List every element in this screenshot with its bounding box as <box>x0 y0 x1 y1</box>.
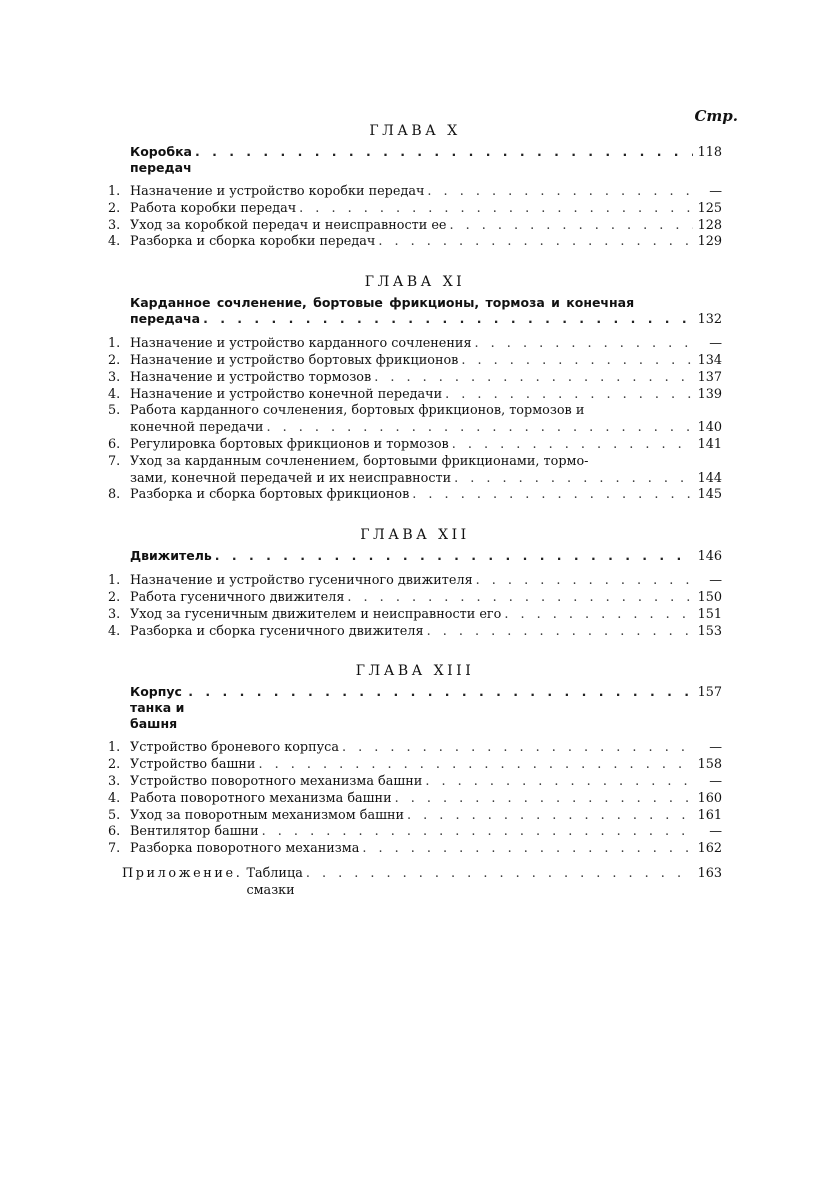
toc-entry <box>108 791 722 808</box>
entry-text: Назначение и устройство карданного сочленения <box>130 336 472 352</box>
dot-leader <box>195 144 693 160</box>
toc-entry <box>108 590 722 607</box>
chapter-title-row <box>108 684 722 732</box>
entry-text: Устройство броневого корпуса <box>130 740 339 756</box>
entry-page: 153 <box>697 623 722 639</box>
entry-page: 141 <box>697 436 722 452</box>
chapter-10 <box>108 122 722 251</box>
entry-text: Работа коробки передач <box>130 200 297 216</box>
entry-page: 150 <box>697 589 722 605</box>
entry-text: Работа гусеничного движителя <box>130 589 345 605</box>
entry-page: 161 <box>697 807 722 823</box>
toc-entry-first-line <box>108 403 722 420</box>
toc-entry-first-line <box>108 454 722 471</box>
chapter-title-row <box>108 548 722 565</box>
entry-text: Работа карданного сочленения, бортовых фрикционов, тормозов и <box>130 403 585 419</box>
entry-number: 1. <box>108 184 121 199</box>
dot-leader <box>454 471 693 488</box>
toc-entry <box>108 353 722 370</box>
toc-entry-continuation <box>108 471 722 488</box>
chapter-heading: ГЛАВА X <box>369 123 461 139</box>
toc-entry <box>108 841 722 858</box>
appendix-entry <box>108 866 722 900</box>
chapter-heading: ГЛАВА XIII <box>355 663 475 680</box>
chapter-title-page: 157 <box>697 685 722 701</box>
entry-text: Разборка и сборка бортовых фрикционов <box>130 487 410 503</box>
entry-page: 128 <box>697 217 722 233</box>
entry-number: 2. <box>108 200 121 216</box>
entry-number: 6. <box>108 824 121 840</box>
entry-number: 5. <box>108 807 121 823</box>
entry-number: 8. <box>108 487 121 503</box>
chapter-heading: ГЛАВА XII <box>360 527 470 544</box>
toc-column <box>108 100 722 920</box>
entry-page: 129 <box>697 234 722 250</box>
dot-leader <box>427 184 693 201</box>
entry-number: 3. <box>108 606 121 622</box>
appendix-page: 163 <box>697 865 722 881</box>
dot-leader <box>258 757 693 774</box>
toc-entry <box>108 201 722 218</box>
entry-text: Регулировка бортовых фрикционов и тормозов <box>130 436 449 452</box>
chapter-title-page: 118 <box>697 145 722 160</box>
dot-leader <box>347 590 693 607</box>
entry-page: — <box>709 573 722 589</box>
toc-entry <box>108 437 722 454</box>
toc-entry <box>108 218 722 235</box>
page-column-label: Стр. <box>694 107 738 125</box>
entry-page: — <box>709 184 722 199</box>
entry-page: — <box>709 773 722 789</box>
entry-number: 7. <box>108 841 121 857</box>
toc-entry <box>108 573 722 590</box>
dot-leader <box>378 234 693 251</box>
entry-number: 2. <box>108 589 121 605</box>
entry-number: 1. <box>108 573 121 589</box>
entry-text-cont: конечной передачи <box>130 420 264 436</box>
entry-page: 140 <box>697 420 722 436</box>
entry-page: — <box>709 824 722 840</box>
dot-leader <box>299 201 693 218</box>
chapter-title: Корпус танка и башня <box>130 684 185 732</box>
entry-text: Уход за поворотным механизмом башни <box>130 807 405 823</box>
entry-text: Работа поворотного механизма башни <box>130 790 392 806</box>
dot-leader <box>215 548 693 564</box>
dot-leader <box>407 808 693 825</box>
toc-entry <box>108 740 722 757</box>
entry-page: — <box>709 336 722 352</box>
dot-leader <box>203 311 693 327</box>
entry-text: Уход за гусеничным движителем и неисправности его <box>130 606 502 622</box>
toc-entry <box>108 607 722 624</box>
entry-number: 1. <box>108 336 121 352</box>
entry-text: Вентилятор башни <box>130 824 259 840</box>
entry-number: 3. <box>108 773 121 789</box>
entry-page: 125 <box>697 200 722 216</box>
dot-leader <box>266 420 693 437</box>
entry-text: Назначение и устройство бортовых фрикционов <box>130 352 459 368</box>
entry-text: Разборка и сборка коробки передач <box>130 234 376 250</box>
entry-number: 7. <box>108 453 121 469</box>
chapter-13 <box>108 662 722 899</box>
entry-number: 3. <box>108 217 121 233</box>
entry-page: 144 <box>697 470 722 486</box>
entry-page: 160 <box>697 790 722 806</box>
dot-leader <box>395 791 693 808</box>
entry-number: 5. <box>108 403 121 419</box>
entry-number: 2. <box>108 352 121 368</box>
toc-entry <box>108 387 722 404</box>
toc-entry <box>108 808 722 825</box>
dot-leader <box>374 370 693 387</box>
toc-entry <box>108 774 722 791</box>
dot-leader <box>306 866 693 883</box>
toc-entry <box>108 624 722 641</box>
chapter-title-row <box>108 144 722 176</box>
chapter-title-line2-row <box>130 311 722 328</box>
entry-page: 151 <box>697 606 722 622</box>
entry-number: 4. <box>108 234 121 250</box>
chapter-title-page: 146 <box>697 549 722 565</box>
entry-text: Назначение и устройство конечной передачи <box>130 386 443 402</box>
entry-number: 4. <box>108 623 121 639</box>
chapter-title-line2: передача <box>130 311 201 327</box>
entry-page: 139 <box>697 386 722 402</box>
dot-leader <box>476 573 693 590</box>
dot-leader <box>427 624 693 641</box>
entry-text: Разборка и сборка гусеничного движителя <box>130 623 424 639</box>
toc-entry <box>108 757 722 774</box>
dot-leader <box>452 437 693 454</box>
appendix-text: Таблица смазки <box>246 865 303 898</box>
dot-leader <box>504 607 693 624</box>
entry-number: 4. <box>108 386 121 402</box>
entry-text: Уход за карданным сочленением, бортовыми фрикционами, тормо- <box>130 453 589 469</box>
entry-number: 4. <box>108 790 121 806</box>
chapter-title-line1: Карданное сочленение, бортовые фрикционы, тормоза и конечная <box>130 295 635 311</box>
entry-page: 137 <box>697 369 722 385</box>
entry-page: 158 <box>697 757 722 773</box>
dot-leader <box>461 353 693 370</box>
entry-number: 1. <box>108 740 121 756</box>
entry-text: Устройство поворотного механизма башни <box>130 773 423 789</box>
dot-leader <box>262 824 693 841</box>
dot-leader <box>412 487 693 504</box>
chapter-11 <box>108 273 722 504</box>
chapter-title-page: 132 <box>697 312 722 328</box>
toc-entry <box>108 336 722 353</box>
toc-entry <box>108 487 722 504</box>
chapter-title-block <box>108 295 722 328</box>
entry-text: Назначение и устройство тормозов <box>130 369 372 385</box>
dot-leader <box>362 841 693 858</box>
toc-entry <box>108 184 722 201</box>
entry-number: 3. <box>108 369 121 385</box>
entry-page: 145 <box>697 487 722 503</box>
entry-text: Назначение и устройство коробки передач <box>130 184 425 199</box>
toc-entry <box>108 824 722 841</box>
chapter-title: Движитель <box>130 548 212 564</box>
entry-text: Устройство башни <box>130 757 256 773</box>
toc-entry <box>108 370 722 387</box>
entry-number: 6. <box>108 436 121 452</box>
dot-leader <box>475 336 693 353</box>
toc-entry <box>108 234 722 251</box>
dot-leader <box>342 740 693 757</box>
toc-entry-continuation <box>108 420 722 437</box>
chapter-heading: ГЛАВА XI <box>364 274 466 291</box>
dot-leader <box>188 684 693 700</box>
entry-page: 134 <box>697 352 722 368</box>
entry-text: Назначение и устройство гусеничного движителя <box>130 573 473 589</box>
dot-leader <box>425 774 693 791</box>
entry-text: Уход за коробкой передач и неисправности ее <box>130 217 447 233</box>
entry-page: — <box>709 740 722 756</box>
chapter-12 <box>108 526 722 640</box>
chapter-title: Коробка передач <box>130 144 192 175</box>
appendix-label: Приложение. <box>122 865 243 881</box>
dot-leader <box>449 218 693 235</box>
entry-number: 2. <box>108 757 121 773</box>
entry-text-cont: зами, конечной передачей и их неисправности <box>130 470 452 486</box>
entry-text: Разборка поворотного механизма <box>130 841 360 857</box>
entry-page: 162 <box>697 841 722 857</box>
dot-leader <box>445 387 693 404</box>
